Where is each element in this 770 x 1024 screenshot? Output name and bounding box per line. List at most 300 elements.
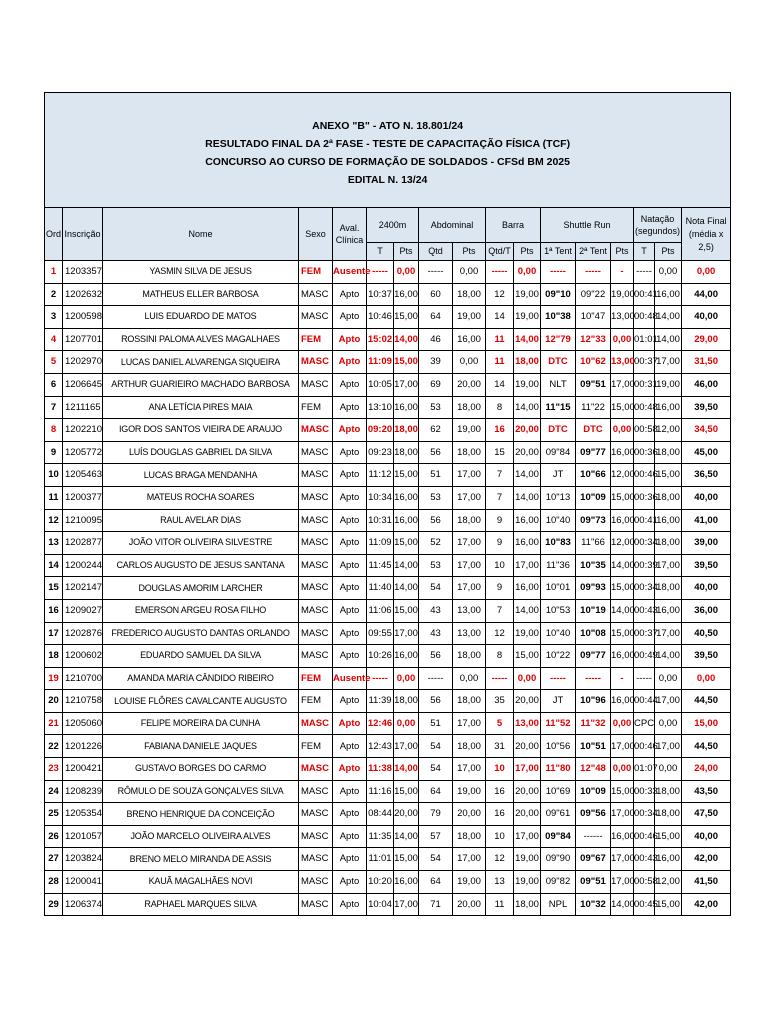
table-row (45, 758, 731, 781)
row-natacao-pts: 17,00 (655, 622, 682, 645)
row-barra-qtd: ----- (486, 667, 514, 690)
row-shuttle-pts: 12,00 (611, 532, 634, 555)
header-barra-pts: Pts (514, 243, 541, 261)
row-shuttle-pts: 19,00 (611, 283, 634, 306)
row-barra-pts: 19,00 (514, 622, 541, 645)
row-abdominal-pts: 18,00 (453, 645, 486, 668)
header-nota-final: Nota Final (média x 2,5) (682, 208, 731, 261)
header-2400-pts: Pts (394, 243, 419, 261)
row-barra-qtd: 11 (486, 328, 514, 351)
row-barra-qtd: 8 (486, 645, 514, 668)
row-shuttle-tent1: 10"69 (541, 780, 576, 803)
row-natacao-pts: 14,00 (655, 328, 682, 351)
row-sexo: MASC (299, 441, 333, 464)
header-inscricao: Inscrição (63, 208, 103, 261)
row-2400-time: 11:09 (367, 351, 394, 374)
row-abdominal-qtd: 57 (419, 825, 453, 848)
row-barra-pts: 20,00 (514, 419, 541, 442)
row-inscricao: 1200377 (63, 486, 103, 509)
row-natacao-time: 00:36 (634, 441, 655, 464)
row-abdominal-pts: 18,00 (453, 396, 486, 419)
row-shuttle-tent2: 09"77 (576, 645, 611, 668)
row-natacao-pts: 17,00 (655, 735, 682, 758)
row-2400-pts: 17,00 (394, 735, 419, 758)
row-nota-final: 46,00 (682, 373, 731, 396)
row-sexo: FEM (299, 735, 333, 758)
row-abdominal-pts: 20,00 (453, 803, 486, 826)
row-sexo: MASC (299, 486, 333, 509)
row-shuttle-pts: 16,00 (611, 645, 634, 668)
row-nome: MATEUS ROCHA SOARES (103, 486, 299, 509)
header-nome: Nome (103, 208, 299, 261)
row-abdominal-qtd: 43 (419, 622, 453, 645)
header-abd-qtd: Qtd (419, 243, 453, 261)
row-abdominal-pts: 17,00 (453, 577, 486, 600)
row-natacao-time: 00:31 (634, 373, 655, 396)
row-2400-time: 10:31 (367, 509, 394, 532)
row-2400-time: 11:39 (367, 690, 394, 713)
table-row (45, 848, 731, 871)
row-2400-time: 09:20 (367, 419, 394, 442)
row-2400-pts: 15,00 (394, 599, 419, 622)
row-ord: 10 (45, 464, 63, 487)
row-aval-clinica: Apto (333, 871, 367, 894)
row-aval-clinica: Apto (333, 893, 367, 916)
row-barra-pts: 13,00 (514, 712, 541, 735)
results-table (44, 92, 731, 916)
row-nome: LUCAS BRAGA MENDANHA (103, 464, 299, 487)
row-nome: FABIANA DANIELE JAQUES (103, 735, 299, 758)
row-inscricao: 1201226 (63, 735, 103, 758)
row-aval-clinica: Apto (333, 848, 367, 871)
row-nome: DOUGLAS AMORIM LARCHER (103, 577, 299, 600)
table-row (45, 735, 731, 758)
row-ord: 23 (45, 758, 63, 781)
row-nota-final: 39,00 (682, 532, 731, 555)
row-2400-pts: 18,00 (394, 690, 419, 713)
row-nota-final: 36,00 (682, 599, 731, 622)
row-2400-time: 11:38 (367, 758, 394, 781)
row-shuttle-tent1: DTC (541, 351, 576, 374)
row-natacao-time: 00:41 (634, 509, 655, 532)
row-shuttle-pts: 17,00 (611, 373, 634, 396)
row-natacao-time: 00:34 (634, 532, 655, 555)
row-shuttle-tent1: 09"90 (541, 848, 576, 871)
row-abdominal-pts: 18,00 (453, 509, 486, 532)
row-inscricao: 1202147 (63, 577, 103, 600)
row-nota-final: 34,50 (682, 419, 731, 442)
row-sexo: MASC (299, 509, 333, 532)
row-shuttle-tent1: 10"13 (541, 486, 576, 509)
row-barra-qtd: 11 (486, 351, 514, 374)
header-natacao-t: T (634, 243, 655, 261)
row-sexo: MASC (299, 283, 333, 306)
row-natacao-time: 00:36 (634, 486, 655, 509)
row-ord: 18 (45, 645, 63, 668)
header-2400m: 2400m (367, 208, 419, 243)
row-abdominal-pts: 17,00 (453, 532, 486, 555)
row-nome: LUÍS DOUGLAS GABRIEL DA SILVA (103, 441, 299, 464)
row-shuttle-tent1: 11"52 (541, 712, 576, 735)
row-natacao-time: 00:43 (634, 848, 655, 871)
row-inscricao: 1205354 (63, 803, 103, 826)
row-shuttle-tent2: 11"22 (576, 396, 611, 419)
row-natacao-pts: 0,00 (655, 261, 682, 284)
row-inscricao: 1203357 (63, 261, 103, 284)
header-natacao: Natação (segundos) (634, 208, 682, 243)
row-nome: BRENO MELO MIRANDA DE ASSIS (103, 848, 299, 871)
row-2400-time: 09:55 (367, 622, 394, 645)
table-row (45, 667, 731, 690)
row-sexo: FEM (299, 396, 333, 419)
row-abdominal-qtd: 56 (419, 690, 453, 713)
row-shuttle-tent2: 09"93 (576, 577, 611, 600)
row-ord: 17 (45, 622, 63, 645)
row-2400-time: 11:16 (367, 780, 394, 803)
row-barra-qtd: 16 (486, 780, 514, 803)
row-inscricao: 1202970 (63, 351, 103, 374)
row-abdominal-qtd: 53 (419, 554, 453, 577)
row-barra-qtd: 12 (486, 283, 514, 306)
row-nome: FREDERICO AUGUSTO DANTAS ORLANDO (103, 622, 299, 645)
row-abdominal-pts: 19,00 (453, 306, 486, 329)
row-barra-pts: 14,00 (514, 396, 541, 419)
row-barra-pts: 0,00 (514, 667, 541, 690)
row-2400-time: 10:37 (367, 283, 394, 306)
row-natacao-time: 00:39 (634, 554, 655, 577)
results-sheet (44, 92, 730, 916)
row-inscricao: 1206645 (63, 373, 103, 396)
row-aval-clinica: Apto (333, 306, 367, 329)
table-row (45, 328, 731, 351)
header-abd-pts: Pts (453, 243, 486, 261)
row-shuttle-pts: 17,00 (611, 871, 634, 894)
row-shuttle-tent1: 11"80 (541, 758, 576, 781)
row-inscricao: 1202632 (63, 283, 103, 306)
document-title (45, 93, 731, 208)
row-inscricao: 1203824 (63, 848, 103, 871)
row-shuttle-tent1: 11"15 (541, 396, 576, 419)
header-shuttle-run: Shuttle Run (541, 208, 634, 243)
row-2400-pts: 18,00 (394, 441, 419, 464)
row-2400-time: 10:04 (367, 893, 394, 916)
row-natacao-time: 00:34 (634, 577, 655, 600)
row-2400-time: 12:46 (367, 712, 394, 735)
row-ord: 29 (45, 893, 63, 916)
row-ord: 25 (45, 803, 63, 826)
row-nota-final: 39,50 (682, 645, 731, 668)
row-nome: AMANDA MARIA CÂNDIDO RIBEIRO (103, 667, 299, 690)
row-shuttle-tent1: 09"84 (541, 441, 576, 464)
row-sexo: FEM (299, 328, 333, 351)
row-natacao-pts: 18,00 (655, 803, 682, 826)
row-2400-pts: 15,00 (394, 848, 419, 871)
title-line-4: EDITAL N. 13/24 (347, 174, 428, 186)
row-shuttle-tent1: 09"10 (541, 283, 576, 306)
row-barra-pts: 17,00 (514, 554, 541, 577)
row-nota-final: 39,50 (682, 396, 731, 419)
row-2400-time: 11:01 (367, 848, 394, 871)
row-aval-clinica: Apto (333, 758, 367, 781)
header-barra: Barra (486, 208, 541, 243)
row-ord: 22 (45, 735, 63, 758)
row-nota-final: 40,00 (682, 825, 731, 848)
row-abdominal-pts: 17,00 (453, 712, 486, 735)
row-abdominal-pts: 17,00 (453, 554, 486, 577)
row-natacao-time: 00:58 (634, 419, 655, 442)
row-barra-qtd: 35 (486, 690, 514, 713)
table-row (45, 690, 731, 713)
title-line-3: CONCURSO AO CURSO DE FORMAÇÃO DE SOLDADOS - CFSd BM 2025 (205, 156, 570, 168)
header-natacao-pts: Pts (655, 243, 682, 261)
row-natacao-time: 00:43 (634, 599, 655, 622)
row-shuttle-tent2: 10"51 (576, 735, 611, 758)
row-2400-time: 11:45 (367, 554, 394, 577)
row-nota-final: 40,00 (682, 306, 731, 329)
row-abdominal-qtd: ----- (419, 261, 453, 284)
row-aval-clinica: Apto (333, 464, 367, 487)
table-row (45, 351, 731, 374)
row-2400-pts: 15,00 (394, 306, 419, 329)
row-aval-clinica: Apto (333, 622, 367, 645)
row-ord: 13 (45, 532, 63, 555)
row-aval-clinica: Apto (333, 419, 367, 442)
row-shuttle-tent2: 09"22 (576, 283, 611, 306)
row-barra-pts: 19,00 (514, 306, 541, 329)
row-shuttle-tent2: 10"47 (576, 306, 611, 329)
row-aval-clinica: Apto (333, 532, 367, 555)
row-2400-time: 08:44 (367, 803, 394, 826)
row-aval-clinica: Apto (333, 441, 367, 464)
row-nome: CARLOS AUGUSTO DE JESUS SANTANA (103, 554, 299, 577)
row-abdominal-pts: 20,00 (453, 373, 486, 396)
row-shuttle-tent2: 12"33 (576, 328, 611, 351)
row-2400-time: ----- (367, 261, 394, 284)
table-row (45, 622, 731, 645)
row-barra-pts: 16,00 (514, 509, 541, 532)
row-barra-qtd: 16 (486, 803, 514, 826)
row-2400-pts: 0,00 (394, 261, 419, 284)
row-2400-time: 09:23 (367, 441, 394, 464)
row-sexo: FEM (299, 261, 333, 284)
row-shuttle-tent1: 10"22 (541, 645, 576, 668)
row-nota-final: 42,00 (682, 848, 731, 871)
row-sexo: MASC (299, 373, 333, 396)
row-shuttle-tent2: 09"77 (576, 441, 611, 464)
row-shuttle-pts: 16,00 (611, 441, 634, 464)
row-shuttle-tent1: 11"36 (541, 554, 576, 577)
row-abdominal-pts: 18,00 (453, 441, 486, 464)
row-shuttle-pts: 0,00 (611, 758, 634, 781)
row-abdominal-pts: 13,00 (453, 599, 486, 622)
row-ord: 4 (45, 328, 63, 351)
row-ord: 27 (45, 848, 63, 871)
row-nome: IGOR DOS SANTOS VIEIRA DE ARAUJO (103, 419, 299, 442)
row-ord: 14 (45, 554, 63, 577)
row-barra-qtd: 8 (486, 396, 514, 419)
table-row (45, 441, 731, 464)
row-shuttle-tent1: JT (541, 690, 576, 713)
row-aval-clinica: Apto (333, 825, 367, 848)
row-barra-pts: 20,00 (514, 780, 541, 803)
row-barra-pts: 20,00 (514, 690, 541, 713)
row-abdominal-qtd: 79 (419, 803, 453, 826)
row-nota-final: 41,00 (682, 509, 731, 532)
row-abdominal-pts: 17,00 (453, 758, 486, 781)
row-2400-pts: 16,00 (394, 283, 419, 306)
row-shuttle-tent1: NLT (541, 373, 576, 396)
row-barra-pts: 20,00 (514, 803, 541, 826)
row-aval-clinica: Apto (333, 712, 367, 735)
row-barra-pts: 19,00 (514, 848, 541, 871)
row-ord: 8 (45, 419, 63, 442)
table-row (45, 283, 731, 306)
header-abdominal: Abdominal (419, 208, 486, 243)
row-sexo: MASC (299, 803, 333, 826)
row-abdominal-qtd: 71 (419, 893, 453, 916)
row-aval-clinica: Apto (333, 509, 367, 532)
row-barra-qtd: 12 (486, 622, 514, 645)
row-barra-pts: 20,00 (514, 735, 541, 758)
row-nota-final: 44,50 (682, 735, 731, 758)
row-shuttle-tent1: 10"40 (541, 509, 576, 532)
row-abdominal-pts: 19,00 (453, 419, 486, 442)
row-aval-clinica: Apto (333, 396, 367, 419)
row-nota-final: 0,00 (682, 667, 731, 690)
row-abdominal-pts: 18,00 (453, 825, 486, 848)
row-abdominal-qtd: 51 (419, 712, 453, 735)
header-shuttle-tent1: 1ª Tent (541, 243, 576, 261)
row-nome: LUCAS DANIEL ALVARENGA SIQUEIRA (103, 351, 299, 374)
row-nome: EDUARDO SAMUEL DA SILVA (103, 645, 299, 668)
row-sexo: FEM (299, 667, 333, 690)
row-inscricao: 1200598 (63, 306, 103, 329)
row-sexo: MASC (299, 599, 333, 622)
row-aval-clinica: Apto (333, 328, 367, 351)
row-barra-qtd: 7 (486, 599, 514, 622)
row-shuttle-pts: 16,00 (611, 825, 634, 848)
row-shuttle-pts: 0,00 (611, 419, 634, 442)
row-shuttle-tent1: 10"53 (541, 599, 576, 622)
row-shuttle-tent2: 11"32 (576, 712, 611, 735)
row-sexo: MASC (299, 780, 333, 803)
row-2400-time: 13:10 (367, 396, 394, 419)
row-shuttle-pts: 13,00 (611, 351, 634, 374)
row-abdominal-pts: 17,00 (453, 848, 486, 871)
row-abdominal-qtd: 64 (419, 871, 453, 894)
row-natacao-time: 00:41 (634, 283, 655, 306)
row-natacao-pts: 17,00 (655, 690, 682, 713)
row-aval-clinica: Apto (333, 283, 367, 306)
row-abdominal-qtd: 56 (419, 645, 453, 668)
row-shuttle-tent2: 12"48 (576, 758, 611, 781)
row-natacao-pts: 15,00 (655, 825, 682, 848)
row-abdominal-qtd: 54 (419, 848, 453, 871)
row-2400-pts: 15,00 (394, 532, 419, 555)
row-nota-final: 39,50 (682, 554, 731, 577)
row-aval-clinica: Apto (333, 780, 367, 803)
row-shuttle-tent2: 11"66 (576, 532, 611, 555)
row-ord: 21 (45, 712, 63, 735)
row-inscricao: 1205772 (63, 441, 103, 464)
row-natacao-time: 00:34 (634, 803, 655, 826)
table-row (45, 509, 731, 532)
row-nome: YASMIN SILVA DE JESUS (103, 261, 299, 284)
row-shuttle-tent2: 10"62 (576, 351, 611, 374)
row-ord: 7 (45, 396, 63, 419)
row-inscricao: 1205463 (63, 464, 103, 487)
row-ord: 1 (45, 261, 63, 284)
table-row (45, 486, 731, 509)
row-2400-time: 10:05 (367, 373, 394, 396)
row-inscricao: 1202877 (63, 532, 103, 555)
header-ord: Ord (45, 208, 63, 261)
row-shuttle-tent2: ----- (576, 667, 611, 690)
row-inscricao: 1209027 (63, 599, 103, 622)
header-shuttle-tent2: 2ª Tent (576, 243, 611, 261)
row-nome: EMERSON ARGEU ROSA FILHO (103, 599, 299, 622)
table-row (45, 373, 731, 396)
table-row (45, 554, 731, 577)
row-abdominal-qtd: 53 (419, 486, 453, 509)
row-barra-qtd: 16 (486, 419, 514, 442)
row-natacao-time: 00:44 (634, 690, 655, 713)
row-barra-pts: 15,00 (514, 645, 541, 668)
row-sexo: MASC (299, 645, 333, 668)
row-abdominal-qtd: 51 (419, 464, 453, 487)
row-natacao-pts: 19,00 (655, 373, 682, 396)
row-barra-pts: 18,00 (514, 893, 541, 916)
row-natacao-pts: 16,00 (655, 509, 682, 532)
row-abdominal-qtd: 46 (419, 328, 453, 351)
row-inscricao: 1210095 (63, 509, 103, 532)
row-2400-pts: 15,00 (394, 464, 419, 487)
row-shuttle-tent1: JT (541, 464, 576, 487)
row-abdominal-qtd: 54 (419, 735, 453, 758)
row-shuttle-tent2: 10"19 (576, 599, 611, 622)
row-natacao-time: 01:07 (634, 758, 655, 781)
row-barra-pts: 19,00 (514, 283, 541, 306)
row-barra-pts: 14,00 (514, 599, 541, 622)
row-natacao-pts: 16,00 (655, 283, 682, 306)
row-nota-final: 40,50 (682, 622, 731, 645)
row-barra-qtd: 11 (486, 893, 514, 916)
row-abdominal-qtd: 60 (419, 283, 453, 306)
row-barra-pts: 0,00 (514, 261, 541, 284)
row-natacao-pts: 18,00 (655, 780, 682, 803)
row-inscricao: 1202210 (63, 419, 103, 442)
row-natacao-time: 00:46 (634, 825, 655, 848)
row-ord: 16 (45, 599, 63, 622)
row-barra-pts: 20,00 (514, 441, 541, 464)
row-shuttle-tent1: 09"61 (541, 803, 576, 826)
row-nome: JOÃO MARCELO OLIVEIRA ALVES (103, 825, 299, 848)
row-abdominal-qtd: 54 (419, 758, 453, 781)
row-shuttle-pts: - (611, 667, 634, 690)
row-natacao-pts: 18,00 (655, 532, 682, 555)
table-row (45, 419, 731, 442)
row-natacao-pts: 15,00 (655, 893, 682, 916)
row-abdominal-pts: 0,00 (453, 351, 486, 374)
row-sexo: MASC (299, 554, 333, 577)
row-abdominal-pts: 18,00 (453, 283, 486, 306)
row-abdominal-pts: 18,00 (453, 735, 486, 758)
row-shuttle-tent2: 10"96 (576, 690, 611, 713)
row-ord: 11 (45, 486, 63, 509)
row-abdominal-qtd: 69 (419, 373, 453, 396)
row-2400-pts: 17,00 (394, 373, 419, 396)
row-shuttle-tent2: 10"32 (576, 893, 611, 916)
